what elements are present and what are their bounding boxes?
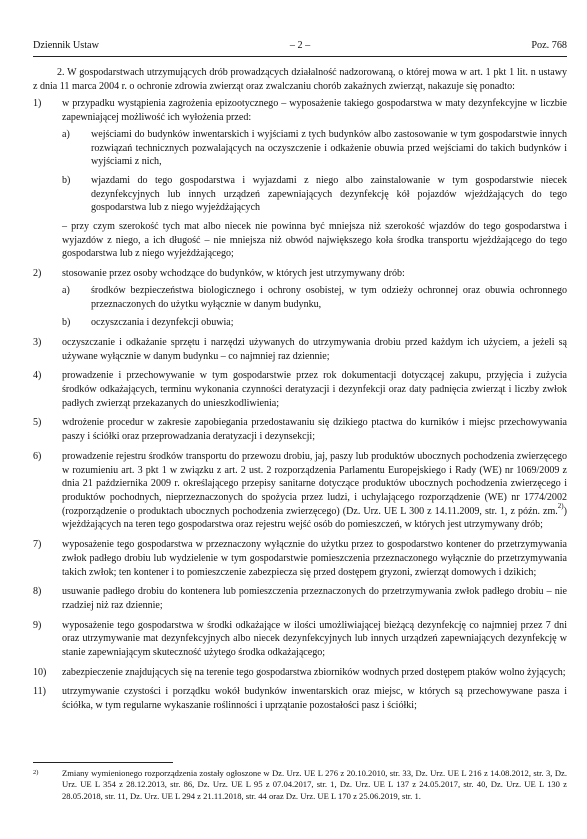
item-text: wdrożenie procedur w zakresie zapobiegania przedostawaniu się dzikiego ptactwa do kurników i miejsc przechowywania paszy i ściółki oraz przeprowadzania deratyzacji i dezynsekcji; (62, 417, 567, 443)
item-number: 5) (33, 417, 42, 429)
item-text: stosowanie przez osoby wchodzące do budynków, w których jest utrzymywany drób: (62, 268, 405, 280)
sub-item-text: wjazdami do tego gospodarstwa i wyjazdami z niego albo zainstalowanie w tym gospodarstwie niecek dezynfekcyjnych lub innych urządzeń zapewniających dezynfekcję kół pojazdów wjeżdżających do tego gospodarstwa lub z niego wyjeżdżających (91, 174, 567, 214)
item-number: 2) (33, 268, 42, 280)
item-text: wyposażenie tego gospodarstwa w przeznaczony wyłącznie do użytku przez to gospodarstwo kontener do przetrzymywania zwłok padłego drobiu lub wydzielenie w tym gospodarstwie pomieszczenia przeznaczonego wyłącznie do przetrzymywania takich zwłok; ten kontener i to pomieszczenie zabezpiecza się przed dostępem gryzoni, zwierząt domowych i dzikich; (62, 539, 567, 578)
item-number: 3) (33, 336, 42, 348)
list-item (33, 666, 567, 680)
footnote-mark: 2) (33, 769, 39, 776)
list-item (33, 416, 567, 443)
item-text: w przypadku wystąpienia zagrożenia epizootycznego – wyposażenie takiego gospodarstwa w maty dezynfekcyjne w liczbie zapewniającej możliwość ich wyłożenia przed: (62, 98, 567, 124)
item-text: oczyszczanie i odkażanie sprzętu i narzędzi używanych do utrzymywania drobiu przed każdym ich użyciem, a jeżeli są używane wyłącznie w danym budynku – co najmniej raz dziennie; (62, 336, 567, 362)
sub-item-letter: b) (62, 174, 71, 186)
item-text (62, 450, 567, 532)
sub-item-letter: a) (62, 128, 70, 140)
item-number: 11) (33, 686, 47, 698)
sub-item-text: wejściami do budynków inwentarskich i wyjściami z tych budynków albo zastosowanie w tym gospodarstwie innych rozwiązań technicznych pozwalających na oczyszczenie i odkażenie obuwia przed wejściami do takich budynków i wyjściami z nich, (91, 128, 567, 168)
position-number: Poz. 768 (531, 40, 567, 51)
footnote (33, 768, 567, 802)
item-number: 1) (33, 98, 42, 110)
list-item (33, 369, 567, 410)
list-item (33, 97, 567, 261)
footnote-rule (33, 762, 173, 763)
item-number: 7) (33, 539, 42, 551)
document-body (33, 66, 567, 719)
item-number: 9) (33, 619, 42, 631)
intro-paragraph: 2. W gospodarstwach utrzymujących drób prowadzących działalność nadzorowaną, o której mowa w art. 1 pkt 1 lit. n ustawy z dnia 11 marca 2004 r. o ochronie zdrowia zwierząt oraz zwalczaniu chorób zakaźnych zwierząt, nakazuje się ponadto: (33, 67, 567, 92)
footnote-text: Zmiany wymienionego rozporządzenia zostały ogłoszone w Dz. Urz. UE L 276 z 20.10.2010, str. 33, Dz. Urz. UE L 216 z 14.08.2012, str. 3, Dz. Urz. UE L 354 z 28.12.2013, str. 86, Dz. Urz. UE L 95 z 07.04.2017, str. 1, Dz. Urz. UE L 137 z 24.05.2017, str. 40, Dz. Urz. UE L 130 z 28.05.2018, str. 11, Dz. Urz. UE L 294 z 21.11.2018, str. 44 oraz Dz. Urz. UE L 170 z 25.06.2019, str. 1. (62, 768, 567, 801)
item-number: 4) (33, 370, 42, 382)
item-text-part: prowadzenie rejestru środków transportu do przewozu drobiu, jaj, paszy lub produktów ubocznych pochodzenia zwierzęcego w rozumieniu art. 3 pkt 1 w związku z art. 2 ust. 2 rozporządzenia Parlamentu Europejskiego i Rady (WE) nr 1069/2009 z dnia 21 października 2009 r. określającego przepisy sanitarne dotyczące produktów ubocznych pochodzenia zwierzęcego i produktów pochodnych, nieprzeznaczonych do spożycia przez ludzi, i uchylającego rozporządzenie (WE) nr 1774/2002 (rozporządzenie o produktach ubocznych pochodzenia zwierzęcego) (Dz. Urz. UE L 300 z 14.11.2009, str. 1, z późn. zm. (62, 450, 567, 517)
item-text: wyposażenie tego gospodarstwa w środki odkażające w ilości umożliwiającej bieżącą dezynfekcję co najmniej przez 7 dni oraz utrzymywanie mat dezynfekcyjnych albo niecek dezynfekcyjnych lub innych urządzeń zapewniających dezynfekcję w stanie zapewniającym skuteczność użytego środka odkażającego; (62, 619, 567, 659)
footnote-reference: 2) (557, 502, 564, 511)
list-item (33, 619, 567, 660)
list-item (33, 450, 567, 532)
sub-item (62, 174, 567, 215)
item-note: – przy czym szerokość tych mat albo niecek nie powinna być mniejsza niż szerokość wjazdów do tego gospodarstwa i wyjazdów z niego, a ich długość – nie mniejsza niż obwód największego koła środka transportu wjeżdżającego do tego gospodarstwa lub z niego wyjeżdżającego; (62, 221, 567, 260)
page-header (33, 40, 567, 53)
item-number: 8) (33, 586, 42, 598)
list-item (33, 267, 567, 330)
list-item (33, 538, 567, 579)
sub-item (62, 284, 567, 311)
sub-item (62, 128, 567, 169)
item-text: zabezpieczenie znajdujących się na terenie tego gospodarstwa zbiorników wodnych przed dostępem ptaków wolno żyjących; (62, 666, 566, 678)
list-item (33, 336, 567, 363)
sub-item (62, 316, 567, 330)
item-text: utrzymywanie czystości i porządku wokół budynków inwentarskich oraz miejsc, w których są przechowywane pasza i ściółka, w tym regularne wykaszanie roślinności i uprzątanie pozostałości pasz i ściółki; (62, 686, 567, 712)
list-item (33, 585, 567, 612)
item-text: usuwanie padłego drobiu do kontenera lub pomieszczenia przeznaczonych do przetrzymywania zwłok padłego drobiu – nie rzadziej niż raz dziennie; (62, 586, 567, 611)
item-number: 10) (33, 666, 47, 678)
header-rule (33, 56, 567, 57)
page-number: – 2 – (289, 40, 311, 51)
journal-name: Dziennik Ustaw (33, 40, 99, 51)
item-text: prowadzenie i przechowywanie w tym gospodarstwie przez rok dokumentacji dotyczącej zakupu, przyjęcia i zużycia środków odkażających, terminu wykonania czynności deratyzacji i dezynfekcji oraz daty padnięcia zwierząt i liczby zwłok padłych zwierząt przekazanych do unieszkodliwienia; (62, 370, 567, 409)
list-item (33, 685, 567, 712)
sub-item-text: oczyszczania i dezynfekcji obuwia; (91, 317, 234, 329)
item-number: 6) (33, 450, 42, 462)
sub-item-letter: a) (62, 284, 70, 296)
item-text-part: ) wjeżdżających na teren tego gospodarstwa oraz rejestru wejść osób do pomieszczeń, w których jest utrzymywany drób; (62, 505, 567, 531)
sub-item-letter: b) (62, 317, 71, 329)
sub-item-text: środków bezpieczeństwa biologicznego i ochrony osobistej, w tym odzieży ochronnej oraz obuwia ochronnego przeznaczonych do użytku wyłącznie w danym budynku, (91, 284, 567, 310)
